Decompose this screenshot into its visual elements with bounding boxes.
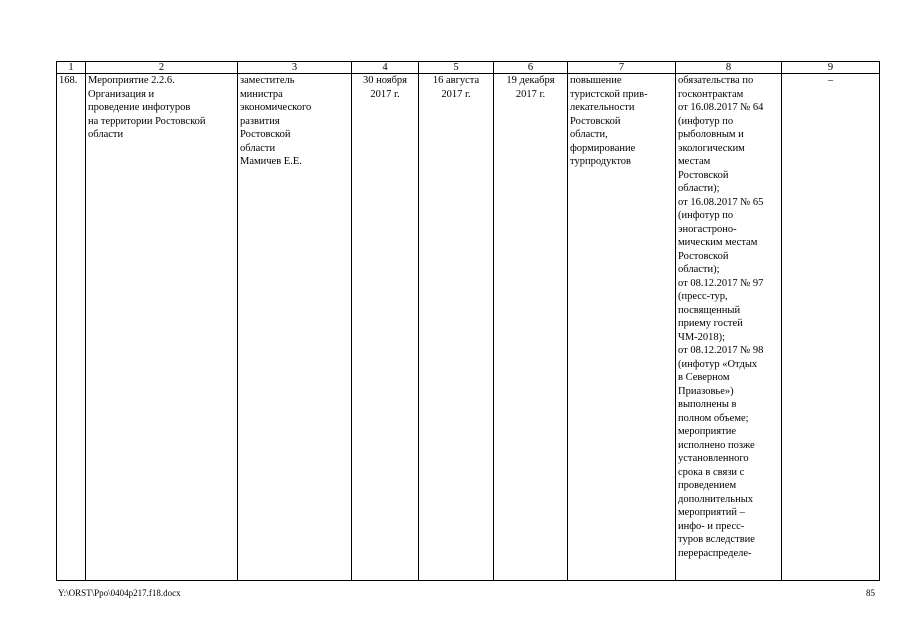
- header-cell-6: 6: [494, 62, 568, 74]
- actual-start-date: 16 августа 2017 г.: [419, 74, 494, 581]
- header-cell-7: 7: [568, 62, 676, 74]
- header-cell-3: 3: [238, 62, 352, 74]
- expected-result: повышение туристской прив- лекательности Ростовской области, формирование турпродуктов: [568, 74, 676, 581]
- extra-column: –: [782, 74, 880, 581]
- footer-file-path: Y:\ORST\Ppo\0404p217.f18.docx: [58, 588, 181, 598]
- header-cell-4: 4: [352, 62, 419, 74]
- plan-date: 30 ноября 2017 г.: [352, 74, 419, 581]
- event-name: Мероприятие 2.2.6. Организация и проведение инфотуров на территории Ростовской области: [86, 74, 238, 581]
- actual-end-date: 19 декабря 2017 г.: [494, 74, 568, 581]
- header-row: [57, 62, 880, 74]
- header-cell-9: 9: [782, 62, 880, 74]
- completion-note: обязательства по госконтрактам от 16.08.2017 № 64 (инфотур по рыболовным и экологическим местам Ростовской области); от 16.08.2017 № 65 (инфотур по эногастроно- мическим местам Ростовской области); от 08.12.2017 № 97 (пресс-тур, посвященный приему гостей ЧМ-2018); от 08.12.2017 № 98 (инфотур «Отдых в Северном Приазовье») выполнены в полном объеме; мероприятие исполнено позже установленного срока в связи с проведением дополнительных мероприятий – инфо- и пресс- туров вследствие перераспределе-: [676, 74, 782, 581]
- header-cell-1: 1: [57, 62, 86, 74]
- row-number: 168.: [57, 74, 86, 581]
- header-cell-2: 2: [86, 62, 238, 74]
- header-cell-5: 5: [419, 62, 494, 74]
- responsible-person: заместитель министра экономического развития Ростовской области Мамичев Е.Е.: [238, 74, 352, 581]
- report-table: [56, 61, 880, 581]
- header-cell-8: 8: [676, 62, 782, 74]
- table-row: [57, 74, 880, 581]
- page-number: 85: [866, 588, 875, 598]
